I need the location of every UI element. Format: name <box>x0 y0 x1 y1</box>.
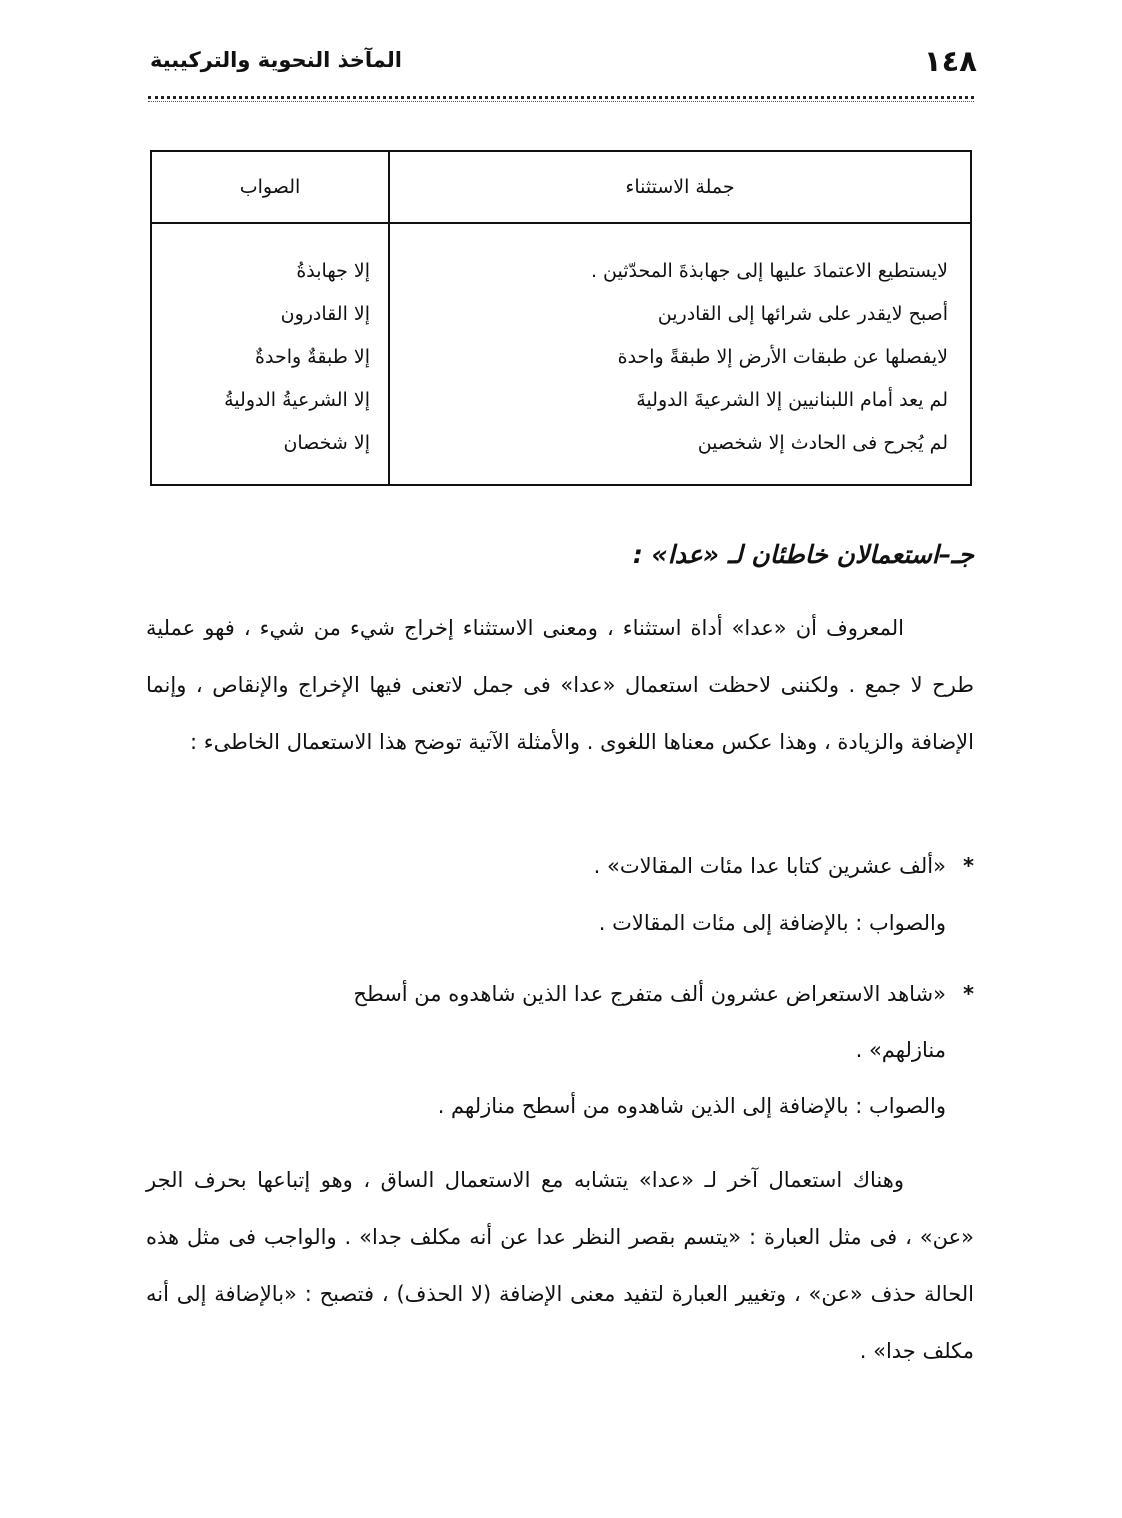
example-item <box>146 966 974 1022</box>
sentence-cell: لم يُجرح فى الحادث إلا شخصين <box>697 432 948 454</box>
example-correction: والصواب : بالإضافة إلى مئات المقالات . <box>598 911 946 935</box>
running-title: المآخذ النحوية والتركيبية <box>150 48 402 72</box>
bullet-star-icon: * <box>963 854 974 878</box>
body-paragraph: وهناك استعمال آخر لـ «عدا» يتشابه مع الاستعمال الساق ، وهو إتباعها بحرف الجر «عن» ، فى مثل العبارة : «يتسم بقصر النظر عدا عن أنه مكلف جدا» . والواجب فى مثل هذه الحالة حذف «عن» ، وتغيير العبارة لتفيد معنى الإضافة (لا الحذف) ، فتصبح : «بالإضافة إلى أنه مكلف جدا» . <box>146 1168 974 1363</box>
example-correction: والصواب : بالإضافة إلى الذين شاهدوه من أسطح منازلهم . <box>437 1094 946 1118</box>
correct-cell: إلا جهابذةُ <box>296 260 370 282</box>
sentence-cell: لم يعد أمام اللبنانيين إلا الشرعيةَ الدوليةَ <box>636 389 948 411</box>
example-text: «شاهد الاستعراض عشرون ألف متفرج عدا الذين شاهدوه من أسطح <box>353 982 946 1006</box>
sentence-column <box>388 152 970 484</box>
correct-column-header: الصواب <box>152 152 388 224</box>
example-text-continued: منازلهم» . <box>855 1038 946 1062</box>
example-item <box>146 838 974 894</box>
correct-cell: إلا شخصان <box>283 432 370 454</box>
exception-examples-table <box>150 150 972 486</box>
page-number: ١٤٨ <box>923 44 977 78</box>
example-text: «ألف عشرين كتابا عدا مئات المقالات» . <box>593 854 946 878</box>
correct-cell: إلا الشرعيةُ الدوليةُ <box>224 389 370 411</box>
header-divider <box>148 96 974 102</box>
correct-cell: إلا طبقةٌ واحدةٌ <box>255 346 370 368</box>
sentence-cell: أصبح لايقدر على شرائها إلى القادرين <box>657 303 948 325</box>
running-head <box>150 44 977 84</box>
correct-cell: إلا القادرون <box>280 303 370 325</box>
body-paragraph: المعروف أن «عدا» أداة استثناء ، ومعنى الاستثناء إخراج شيء من شيء ، فهو عملية طرح لا جمع . ولكننى لاحظت استعمال «عدا» فى جمل لاتعنى فيها الإخراج والإنقاص ، وإنما الإضافة والزيادة ، وهذا عكس معناها اللغوى . والأمثلة الآتية توضح هذا الاستعمال الخاطىء : <box>146 616 974 754</box>
sentence-cell: لايستطيع الاعتمادَ عليها إلى جهابذةَ المحدّثين . <box>590 260 948 282</box>
bullet-star-icon: * <box>963 982 974 1006</box>
sentence-column-header: جملة الاستثناء <box>390 152 970 224</box>
sentence-cell: لايفصلها عن طبقات الأرض إلا طبقةً واحدة <box>617 346 948 368</box>
correct-column <box>152 152 388 484</box>
section-heading: جـ–استعمالان خاطئان لـ «عدا» : <box>632 540 974 569</box>
